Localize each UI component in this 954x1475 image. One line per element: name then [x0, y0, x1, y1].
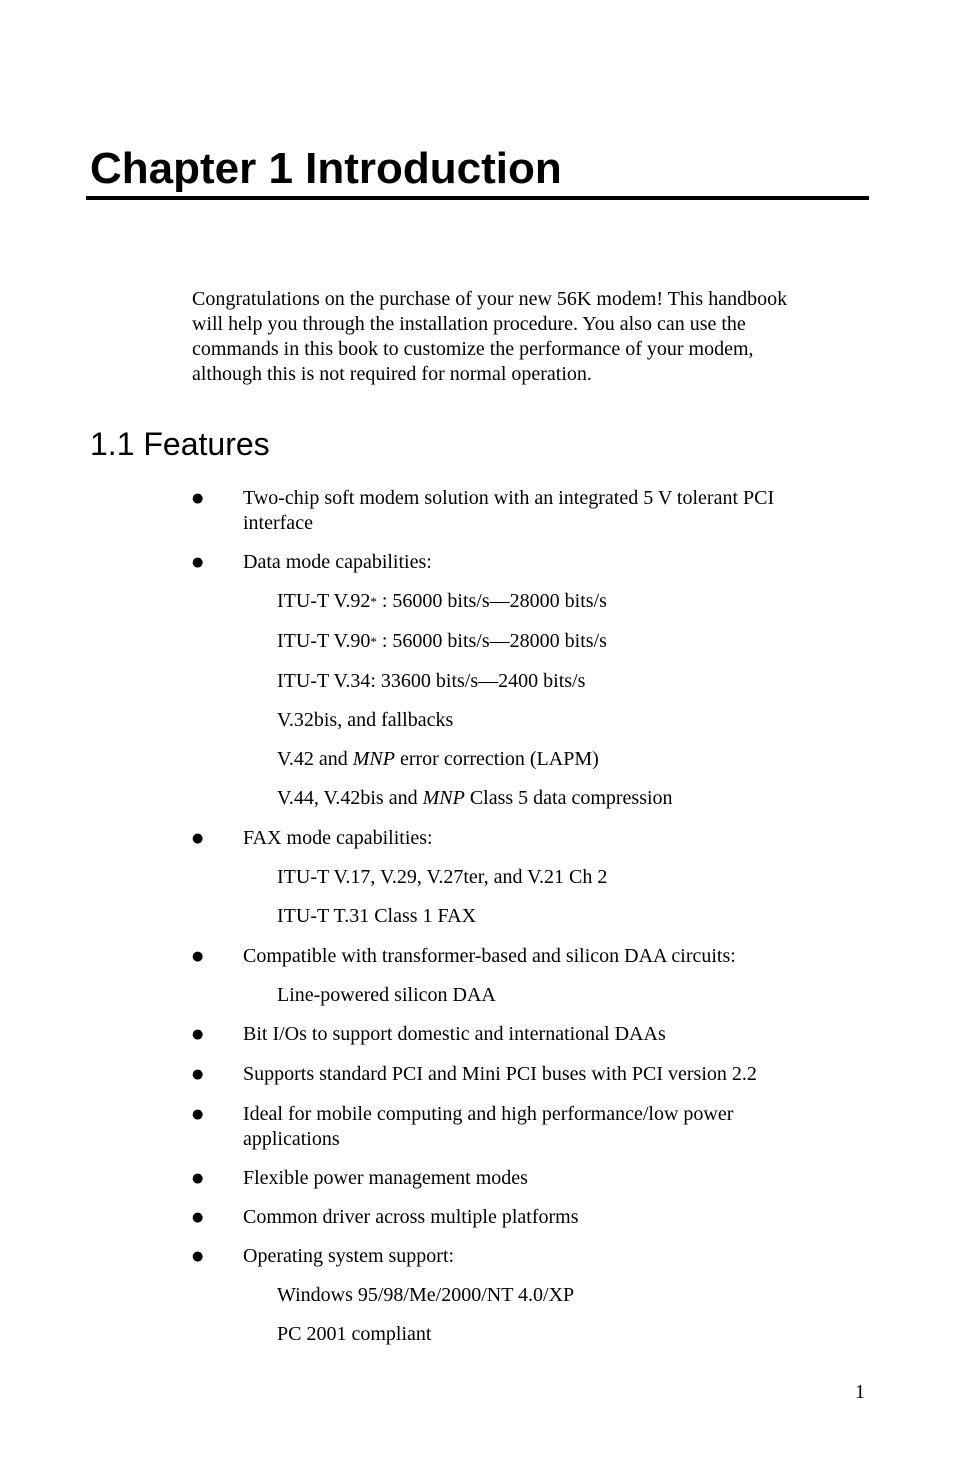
feature-text: Compatible with transformer-based and silicon DAA circuits:: [243, 945, 736, 967]
sub-text: ITU-T V.90: [277, 630, 371, 652]
sub-text: error correction (LAPM): [394, 748, 599, 770]
bullet-icon: ●: [192, 1107, 204, 1122]
sub-text: V.42 and: [277, 748, 353, 770]
feature-text: Operating system support:: [243, 1245, 455, 1267]
feature-text: Two-chip soft modem solution with an integrated 5 V tolerant PCI: [243, 487, 775, 509]
bullet-icon: ●: [192, 555, 204, 570]
intro-line: will help you through the installation procedure. You also can use the: [192, 313, 746, 335]
sub-text: : 56000 bits/s—28000 bits/s: [376, 630, 607, 652]
sub-text-italic: MNP: [352, 748, 395, 770]
sub-text: ITU-T V.92: [277, 590, 371, 612]
sub-item: [277, 747, 599, 772]
page-number: 1: [855, 1381, 865, 1403]
sub-text: Class 5 data compression: [464, 787, 673, 809]
sub-text-italic: MNP: [422, 787, 465, 809]
bullet-icon: ●: [192, 1210, 204, 1225]
sub-text: : 56000 bits/s—28000 bits/s: [376, 590, 607, 612]
feature-item: [243, 1102, 843, 1152]
feature-text: Bit I/Os to support domestic and international DAAs: [243, 1023, 666, 1045]
chapter-title: Chapter 1 Introduction: [90, 144, 562, 193]
bullet-icon: ●: [192, 1067, 204, 1082]
sub-item: ITU-T V.34: 33600 bits/s—2400 bits/s: [277, 670, 586, 692]
sub-item: ITU-T V.17, V.29, V.27ter, and V.21 Ch 2: [277, 866, 608, 888]
bullet-icon: ●: [192, 1249, 204, 1264]
bullet-icon: ●: [192, 831, 204, 846]
asterisk-mark: *: [370, 634, 377, 649]
sub-item: Windows 95/98/Me/2000/NT 4.0/XP: [277, 1284, 575, 1306]
intro-line: Congratulations on the purchase of your new 56K modem! This handbook: [192, 288, 788, 310]
bullet-icon: ●: [192, 1171, 204, 1186]
bullet-icon: ●: [192, 949, 204, 964]
sub-item: Line-powered silicon DAA: [277, 984, 496, 1006]
sub-item: [277, 629, 607, 654]
section-title: 1.1 Features: [90, 426, 270, 462]
bullet-icon: ●: [192, 1027, 204, 1042]
feature-text: Flexible power management modes: [243, 1167, 528, 1189]
sub-item: V.32bis, and fallbacks: [277, 709, 454, 731]
sub-item: PC 2001 compliant: [277, 1323, 432, 1345]
sub-text: V.44, V.42bis and: [277, 787, 423, 809]
sub-item: [277, 589, 607, 614]
intro-line: although this is not required for normal operation.: [192, 363, 592, 385]
feature-text: Supports standard PCI and Mini PCI buses with PCI version 2.2: [243, 1063, 757, 1085]
asterisk-mark: *: [370, 594, 377, 609]
intro-line: commands in this book to customize the performance of your modem,: [192, 338, 754, 360]
feature-text: FAX mode capabilities:: [243, 827, 433, 849]
feature-text: Data mode capabilities:: [243, 551, 432, 573]
feature-text: interface: [243, 512, 313, 534]
feature-item: [243, 486, 843, 536]
feature-text: Ideal for mobile computing and high performance/low power: [243, 1103, 734, 1125]
feature-text: Common driver across multiple platforms: [243, 1206, 579, 1228]
bullet-icon: ●: [192, 491, 204, 506]
feature-text: applications: [243, 1128, 340, 1150]
sub-item: [277, 786, 673, 811]
sub-item: ITU-T T.31 Class 1 FAX: [277, 905, 477, 927]
